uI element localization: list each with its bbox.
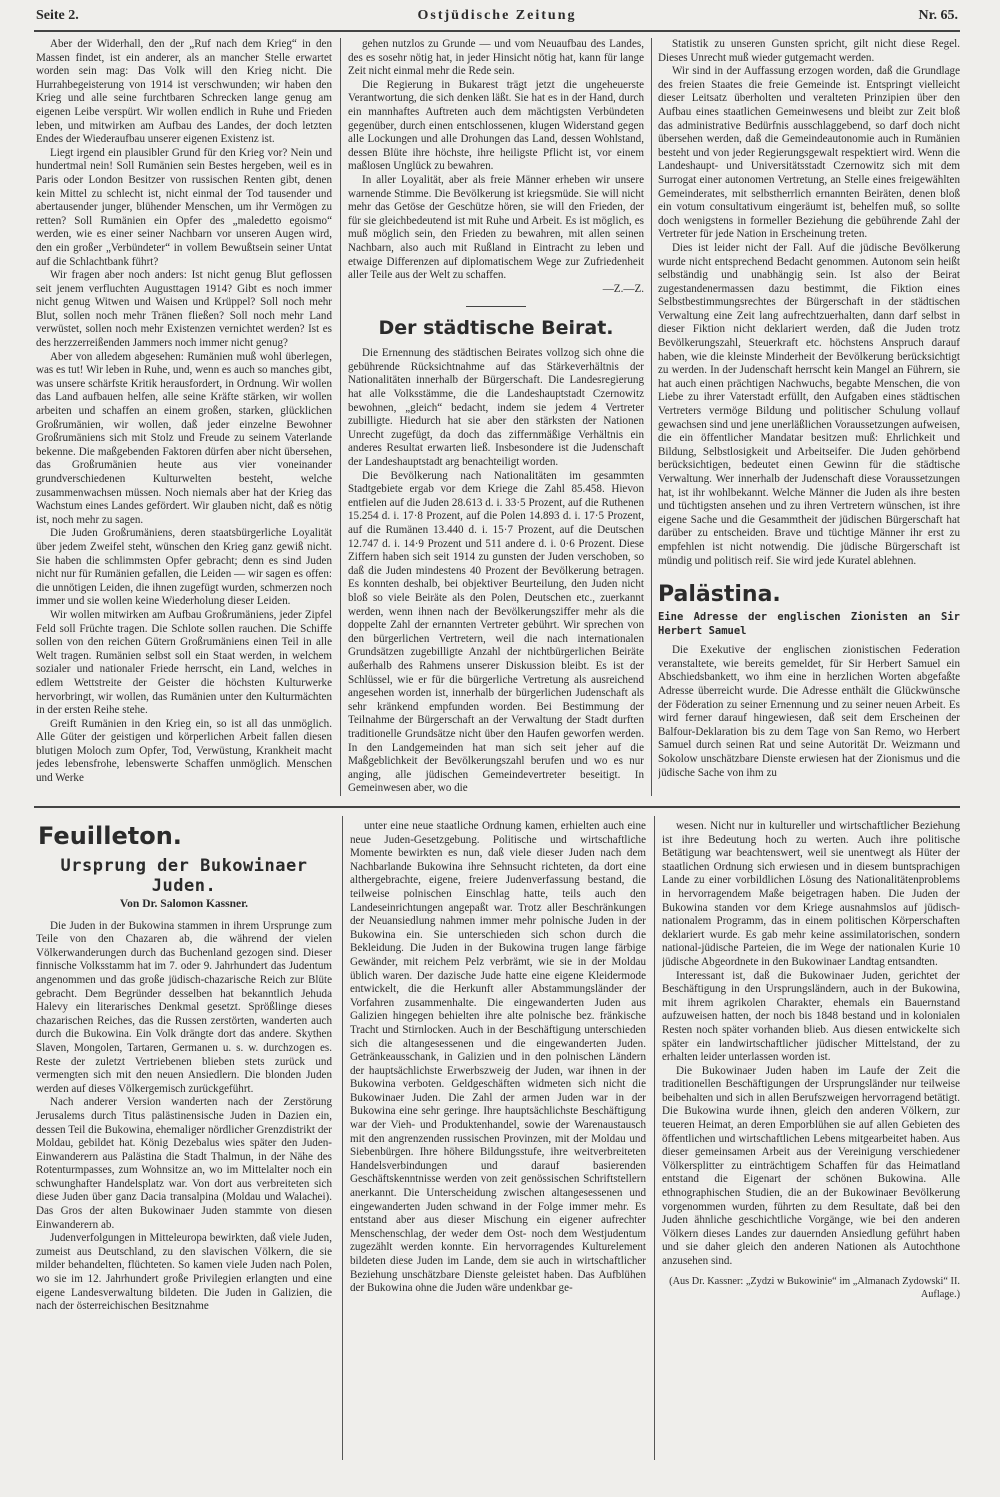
paragraph: unter eine neue staatliche Ordnung kamen, erhielten auch eine neue Juden-Gesetzgebung. Politische und wirtschaftliche Momente bewirkten es nun, daß viele dieser Juden nach dem Nachbarlande Bukowina ihre Sehnsucht richteten, da dort eine althergebrachte, eigene, freiere Judenverfassung bestand, die teilweise polnischen Einschlag hatte, teils auch den Landeseinrichtungen angepaßt war. Trotz aller Beschränkungen der Neuansiedlung nahmen immer mehr polnische Juden in der Bukowina ein. Sie unterschieden sich schon durch die Bekleidung. Die Juden in der Bukowina trugen lange färbige Gewänder, mit reichem Pelz verbrämt, wie sie in der Moldau üblich waren. Der dazische Jude hatte eine eigene Kleidermode entwickelt, die die Herkunft aller Abstammungsländer der Vorfahren zusammenhalte. Die eingewanderten Juden aus Galizien hingegen behielten ihre alte polnische bez. fränkische Tracht und Stirnlocken. Auch in der Beschäftigung unterschieden sich die altangesessenen und die eingewanderten Juden. Getränkeausschank, in Galizien und in den polnischen Ländern der hauptsächlichste Erwerbszweig der Juden, war ihnen in der Bukowina verboten. Geldgeschäften widmeten sich nicht die Bukowinaer Juden. Die Zahl der armen Juden war in der Bukowina eine sehr geringe. Ihre hauptsächlichste Beschäftigung war der Vieh- und Produktenhandel, sowie der Warenaustausch mit den angrenzenden russischen Provinzen, mit der Moldau und Siebenbürgen. Ihre höhere Bildungsstufe, ihre weitverbreiteten Handelsverbindungen und darauf basierenden Geschäftskenntnisse werden von zeit genössischen Schriftstellern anerkannt. Die Unterscheidung zwischen altangesessenen und eingewanderten Juden schwand in der Folge immer mehr. Es entstand aber aus dieser Mischung ein eigener aufrechter Menschenschlag, der weder dem Ost- noch dem Westjudentum zugezählt werden konnte. Ein hervorragendes Kulturelement bildeten diese Juden im Lande, dem sie auch in wirtschaftlicher Beziehung unschätzbare Dienste geleistet haben. Das Aufblühen der Bukowina ohne die Juden wäre undenkbar ge- (350, 820, 646, 1295)
paragraph: Die Juden in der Bukowina stammen in ihrem Ursprunge zum Teile von den Chazaren ab, die während der vielen Völkerwanderungen durch das Buchenland gezogen sind. Dieser finnische Volksstamm hat im 7. oder 9. Jahrhundert das Judentum angenommen und das große jüdisch-chazarische Reich zur Blüte gebracht. Dem Begründer desselben hat bekanntlich Jehuda Halevy ein literarisches Denkmal gesetzt. Sprößlinge dieses chazarischen Reiches, das die Russen zerstörten, wanderten auch durch die Bukowina. Ein Volk drängte dort das andere. Skythen Slaven, Mongolen, Tartaren, Germanen u. s. w. durchzogen es. Reste der zuletzt Vertriebenen blieben stets zurück und vermengten sich mit den neuen Ansiedlern. Die blonden Juden werden auf dieses Völkergemisch zurückgeführt. (36, 919, 332, 1095)
column-divider (651, 38, 652, 796)
article-column-1 (36, 38, 332, 796)
article-column-3 (658, 38, 960, 796)
source-citation: (Aus Dr. Kassner: „Zydzi w Bukowinie“ im „Almanach Zydowski“ II. Auflage.) (669, 1275, 960, 1301)
paragraph: Judenverfolgungen in Mitteleuropa bewirkten, daß viele Juden, zumeist aus Deutschland, zu den slavischen Völkern, die sie milder behandelten, flüchteten. So kamen viele Juden nach Polen, wo sie im 12. Jahrhundert große Privilegien erlangten und eine eigene Landesverwaltung bildeten. Die Juden in Galizien, die nach der österreichischen Besitznahme (36, 1232, 332, 1313)
paragraph: Die Ernennung des städtischen Beirates vollzog sich ohne die gebührende Rücksichtnahme auf das Stärkeverhältnis der Nationalitäten innerhalb der Bürgerschaft. Die Landesregierung hat alle Volksstämme, die die Landeshauptstadt Czernowitz bewohnen, „gleich“ bedacht, indem sie jedem 4 Vertreter zubilligte. Hiedurch hat sie aber den stärksten der Nationen Unrecht zugefügt, da doch das ziffernmäßige Verhältnis ein anderes Resultat erwarten ließ. Insbesondere ist die Judenschaft der Landeshauptstadt arg benachteiligt worden. (348, 347, 644, 469)
feuilleton-rule (34, 806, 960, 808)
feuilleton-label: Feuilleton. (38, 822, 182, 850)
paragraph: In aller Loyalität, aber als freie Männer erheben wir unsere warnende Stimme. Die Bevölkerung ist kriegsmüde. Sie will nicht mehr das Getöse der Geschütze hören, sie will den Frieden, der für sie gleichbedeutend ist mit Ruhe und Arbeit. Es ist möglich, es muß möglich sein, den Frieden zu bewahren, mit allen seinen Nachbarn, also auch mit Rußland in Eintracht zu leben und etwaige Differenzen auf diplomatischem Wege zur Zufriedenheit aller Teile aus der Welt zu schaffen. (348, 173, 644, 282)
feuilleton-title: Ursprung der Bukowinaer Juden. (60, 856, 308, 896)
paragraph: Interessant ist, daß die Bukowinaer Juden, gerichtet der Beschäftigung in den Ursprungsländern, auch in der Bukowina, mit ihrem agrikolen Charakter, ehemals ein Bauernstand aufzuweisen hatten, der noch bis 1848 bestand und in kolonialen Resten noch später vorhanden blieb. Aus diesen entwickelte sich später ein landwirtschaftlicher jüdischer Mittelstand, der zu erhalten leider unterlassen worden ist. (662, 969, 960, 1064)
feuilleton-column-2 (350, 820, 646, 1460)
paragraph: Statistik zu unseren Gunsten spricht, gilt nicht diese Regel. Dieses Unrecht muß wieder gutgemacht werden. (658, 38, 960, 64)
issue-number: Nr. 65. (918, 8, 958, 23)
page-number: Seite 2. (36, 8, 79, 23)
page-header (34, 6, 960, 32)
paragraph: Die Bevölkerung nach Nationalitäten im gesammten Stadtgebiete ergab vor dem Kriege die Zahl 85.458. Hievon entfielen auf die Juden 28.613 d. i. 33·5 Prozent, auf die Ruthenen 15.254 d. i. 17·8 Prozent, auf die Polen 14.893 d. i. 17·5 Prozent, auf die Rumänen 13.440 d. i. 15·7 Prozent, auf die Deutschen 12.747 d. i. 14·9 Prozent und 511 andere d. i. 0·6 Prozent. Diese Ziffern haben sich seit 1914 zu gunsten der Juden verschoben, so daß die Juden mindestens 40 Prozent der Bevölkerung betragen. Es konnten deshalb, bei objektiver Beurteilung, den Juden nicht bloß so viele Beiräte als den Polen, Deutschen etc., zuerkannt werden, wenn ihnen nach der Bevölkerungsziffer mehr als die doppelte Zahl der ernannten Vertreter gebührt. Wir sprechen von den bürgerlichen Vertretern, weil die nach internationalen Grundsätzen zugebilligte Anzahl der nichtbürgerlichen Beiräte außerhalb des Rahmens unserer Diskussion bleibt. Es ist der Schlüssel, wie er für die bürgerliche Vertretung als ausreichend angesehen worden ist, innerhalb der bürgerlichen Judenschaft als sehr kränkend empfunden worden. Bei Bestimmung der Teilnahme der Bürgerschaft an der Verwaltung der Stadt durften traditionelle Grundsätze nicht über den Haufen geworfen werden. In den Landgemeinden hat man sich seit jeher auf die Maßgeblichkeit der Bevölkerungszahl berufen und wo es nur anging, alle jüdischen Gemeindevertreter beseitigt. In Gemeinwesen aber, wo die (348, 469, 644, 795)
section-title: Der städtische Beirat. (378, 317, 614, 340)
paragraph: Aber der Widerhall, den der „Ruf nach dem Krieg“ in den Massen findet, ist ein anderer, als an mancher Stelle erwartet worden sein mag: Das Volk will den Krieg nicht. Die Hurrahbegeisterung von 1914 ist verschwunden; wir haben den Krieg und alle seine furchtbaren Schrecken lange genug am eigenen Leibe verspürt. Wir wollen endlich in Ruhe und Frieden leben, und mitwirken am Aufbau des Landes, der doch letzten Endes der Wiederaufbau unserer eigenen Existenz ist. (36, 38, 332, 146)
paragraph: Wir sind in der Auffassung erzogen worden, daß die Grundlage des freien Staates die freie Gemeinde ist. Entspringt vielleicht dieser Leitsatz überholten und veralteten Prinzipien über den Aufbau eines staatlichen Gemeinwesens und bleibt zur Zeit bloß das administrative Bedürfnis ausschlaggebend, so darf doch nicht übersehen werden, daß die Gemeindeautonomie auch in Rumänien besteht und von jeder Regierungsgewalt respektiert wird. Wenn die Landeshaupt- und Universitätsstadt Czernowitz sich mit dem Surrogat einer autonomen Vertretung, an Stelle eines freigewählten Gemeinderates, mit selbstherrlich ernannten Beiräten, denen bloß ein votum consultativum eingeräumt ist, behelfen muß, so sollte doch wenigstens in formeller Beziehung die gebührende Zahl der Vertreter für jede Nation in Erscheinung treten. (658, 65, 960, 241)
paragraph: Wir wollen mitwirken am Aufbau Großrumäniens, jeder Zipfel Feld soll Früchte tragen. Die Schlote sollen rauchen. Die Schiffe sollen von den reichen Gütern Großrumäniens einen Teil in alle Welt tragen. Rumänien selbst soll ein Staat werden, in welchem sozialer und nationaler Friede herrscht, ein Land, welches in edlem Wettstreite der Geister die höchsten Kulturwerke hervorbringt, wir wollen, das Rumänien unter den Kulturmächten in der ersten Reihe stehe. (36, 608, 332, 717)
masthead: Ostjüdische Zeitung (417, 8, 577, 23)
feuilleton-column-1 (36, 820, 332, 1464)
palestine-subheading: Eine Adresse der englischen Zionisten an Sir Herbert Samuel (658, 611, 960, 638)
paragraph: Die Regierung in Bukarest trägt jetzt die ungeheuerste Verantwortung, die sich denken läßt. Sie hat es in der Hand, durch ein mannhaftes Auftreten auch dem mächtigsten Verbündeten gegenüber, durch einen entschlossenen, klugen Widerstand gegen alle Lockungen und alle Drohungen das Land, dessen Wohlstand, dessen Blüte ihre höchste, ihre heiligste Pflicht ist, vor einem maßlosen Unglück zu bewahren. (348, 78, 644, 173)
paragraph: Wir fragen aber noch anders: Ist nicht genug Blut geflossen seit jenem verfluchten Augusttagen 1914? Gibt es noch immer nicht genug Witwen und Waisen und Krüppel? Soll noch mehr Blut, sollen noch mehr Tränen fließen? Soll noch mehr Land verwüstet, sollen noch mehr Existenzen vernichtet werden? Ist es des herzzerreißenden Jammers noch immer nicht genug? (36, 269, 332, 350)
paragraph: Nach anderer Version wanderten nach der Zerstörung Jerusalems durch Titus palästinensische Juden in Dazien ein, dessen Teil die Bukowina, ehemaliger nördlicher Grenzdistrikt der Moldau, gebildet hat. König Dezebalus wies später den Juden-Einwanderern aus Palästina die Stadt Thalmun, in der Nähe des Rotenturmpasses, zum Wohnsitze an, wo im Mittelalter noch ein schwunghafter Handelsplatz war. Von dort aus verbreiteten sich diese Juden über ganz Dacia transalpina (Moldau und Walachei). Das Gros der alten Bukowinaer Juden stammte von diesen Einwanderern ab. (36, 1096, 332, 1231)
column-divider (342, 816, 343, 1460)
column-divider (654, 816, 655, 1460)
feuilleton-byline: Von Dr. Salomon Kassner. (119, 898, 249, 910)
article-column-2 (348, 38, 644, 796)
paragraph: Die Bukowinaer Juden haben im Laufe der Zeit die traditionellen Beschäftigungen der Ursprungsländer nur teilweise beibehalten und sich in allen Berufszweigen hervorragend betätigt. Die Bukowina wurde ihnen, gleich den anderen Völkern, zur teueren Heimat, an deren Emporblühen sie auf allen Gebieten des öffentlichen und wirtschaftlichen Lebens mitgearbeitet haben. Aus dieser gemeinsamen Arbeit aus der Vereinigung verschiedener Völkersplitter zu einträchtigem Schaffen für das Heimatland entstand die Eigenart der schönen Bukowina. Alle ethnographischen Studien, die an der Bukowinaer Bevölkerung vorgenommen wurden, führten zu dem Resultate, daß bei den Juden ähnliche geschichtliche Vorgänge, wie bei den anderen Völkern dieses Landes zur dauernden Ansiedlung geführt haben und sie daher gleich den anderen Nationen als Autochthone anzusehen sind. (662, 1064, 960, 1267)
author-signature: —Z.—Z. (602, 282, 644, 295)
paragraph: Greift Rumänien in den Krieg ein, so ist all das unmöglich. Alle Güter der geistigen und körperlichen Arbeit fallen diesen blutigen Moloch zum Opfer, Tod, Verwüstung, Krankheit macht jedes lebensfrohe, lebenswerte Schaffen unmöglich. Menschen und Werke (36, 717, 332, 785)
column-divider (340, 38, 341, 796)
paragraph: wesen. Nicht nur in kultureller und wirtschaftlicher Beziehung ist ihre Bedeutung hoch zu werten. Auch ihre politische Betätigung war beachtenswert, weil sie unentwegt als Hüter der staatlichen Ordnung sich erwiesen und in diesem buntsprachigen Lande zu einer vorbildlichen Lösung des Nationalitätenproblems in hervorragendem Maße beigetragen haben. Die Juden der Bukowina standen vor dem Kriege ausnahmslos auf jüdisch-nationalem Programm, das in einem politischen Körperschaften deklariert wurde. Es gab mehr keine assimilatorischen, sondern national-jüdische Parteien, die im Wege der nationalen Kurie 10 jüdische Abgeordnete in den Bukowinaer Landtag entsandten. (662, 820, 960, 968)
feuilleton-column-3 (662, 820, 960, 1464)
paragraph: gehen nutzlos zu Grunde — und vom Neuaufbau des Landes, des es sosehr nötig hat, in jeder Hinsicht nötig hat, kann für lange Zeit nicht einmal mehr die Rede sein. (348, 38, 644, 78)
section-divider (466, 306, 526, 307)
paragraph: Die Exekutive der englischen zionistischen Federation veranstaltete, wie bereits gemeldet, für Sir Herbert Samuel ein Abschiedsbankett, wo ihm eine in herzlichen Worten abgefaßte Adresse überreicht wurde. Die Adresse enthält die Glückwünsche der Föderation zu seiner Ernennung und zu seiner neuen Arbeit. Es wird ferner darauf hingewiesen, daß seit dem Erscheinen der Balfour-Deklaration bis zu dem Tage von San Remo, wo Herbert Samuel durch seinen Rat und seine Autorität Dr. Weizmann und Sokolow unschätzbare Dienste erwiesen hat der Zionismus und die jüdische Sache von ihm zu (658, 644, 960, 779)
paragraph: Dies ist leider nicht der Fall. Auf die jüdische Bevölkerung wurde nicht entsprechend Bedacht genommen. Autonom sein heißt selbständig und unabhängig sein. Ist also der Beirat zugestandenermassen dazu bestimmt, die Fiktion eines Selbstbestimmungsrechtes der Bürgerschaft in der städtischen Verwaltung eine Zeit lang aufrechtzuerhalten, dann darf selbst in dieser Fiktion nicht deklariert werden, daß die Juden trotz Bevölkerungszahl, Steuerkraft etc. höchstens Anspruch darauf haben, wie die kleinste Minderheit der Bevölkerung berücksichtigt zu werden. In der Judenschaft herrscht kein Mangel an Führern, sie hat auch einen prächtigen Nachwuchs, begabte Menschen, die von Liebe zu ihrer Vaterstadt erfüllt, den Aufgaben eines städtischen Vertreters vermöge Bildung und politischer Schulung vollauf gewachsen sind und jene unerläßlichen Voraussetzungen aufweisen, die ein öffentlicher Mandatar besitzen muß: Ehrlichkeit und Bildung, Selbstlosigkeit und Arbeitseifer. Die Juden gehörbend berücksichtigen, bedeutet einen Gewinn für die städtische Verwaltung. Wer innerhalb der Judenschaft diese Voraussetzungen hat, ist ihr wohlbekannt. Welche Männer die Juden als ihre besten und tüchtigsten ansehen und zu ihren Vertretern wünschen, ist ihre eigene Sache und die Gesammtheit der jüdischen Bürgerschaft hat darüber zu entscheiden. Brave und tüchtige Männer ihr erst zu empfehlen ist nicht notwendig. Die jüdische Bürgerschaft ist mündig und politisch reif. Sie wird jede Kuratel ablehnen. (658, 241, 960, 567)
palestine-heading: Palästina. (658, 582, 781, 608)
paragraph: Aber von alledem abgesehen: Rumänien muß wohl überlegen, was es tut! Wir leben in Ruhe, und, wenn es auch so manches gibt, was unsere schärfste Kritik herausfordert, in Ordnung. Wir wollen das Land aufbauen helfen, alle seine Kräfte stärken, wir wollen arbeiten und schaffen an einem großen, starken, glücklichen Großrumänien, wir wollen, daß jeder einzelne Bewohner Großrumäniens sich mit Stolz und Freude zu seinem Vaterlande bekenne. Die maßgebenden Faktoren dürfen aber nicht übersehen, das Großrumänien heute aus vier voneinander grundverschiedenen Kulturwelten besteht, welche zusammenwachsen müssen. Noch niemals aber hat der Krieg das Wachstum eines Landes gefördert. Wir glauben nicht, daß es nötig ist, noch mehr zu sagen. (36, 350, 332, 526)
paragraph: Die Juden Großrumäniens, deren staatsbürgerliche Loyalität über jedem Zweifel steht, wünschen den Krieg ganz gewiß nicht. Sie haben die schlimmsten Opfer gebracht; denn es sind Juden nicht nur für Rumänien gefallen, die Leiden — wir sagen es offen: die unnötigen Leiden, die ihnen zugefügt wurden, schmerzen noch immer und sie wollen keine Wiederholung dieser Leiden. (36, 527, 332, 608)
paragraph: Liegt irgend ein plausibler Grund für den Krieg vor? Nein und hundertmal nein! Soll Rumänien sein Bestes hergeben, weil es in Paris oder London Besitzer von russischen Renten gibt, denen kein Mittel zu schlecht ist, nicht einmal der Tod tausender und abertausender junger, blühender Menschen, um ihr Vermögen zu retten? Soll Rumänien ein Opfer des „maledetto egoismo“ werden, wie es einer seiner Nachbarn vor unseren Augen wird, den ein großer „Verbündeter“ in vollem Bewußtsein seiner Untat auf die Schlachtbank führt? (36, 146, 332, 268)
